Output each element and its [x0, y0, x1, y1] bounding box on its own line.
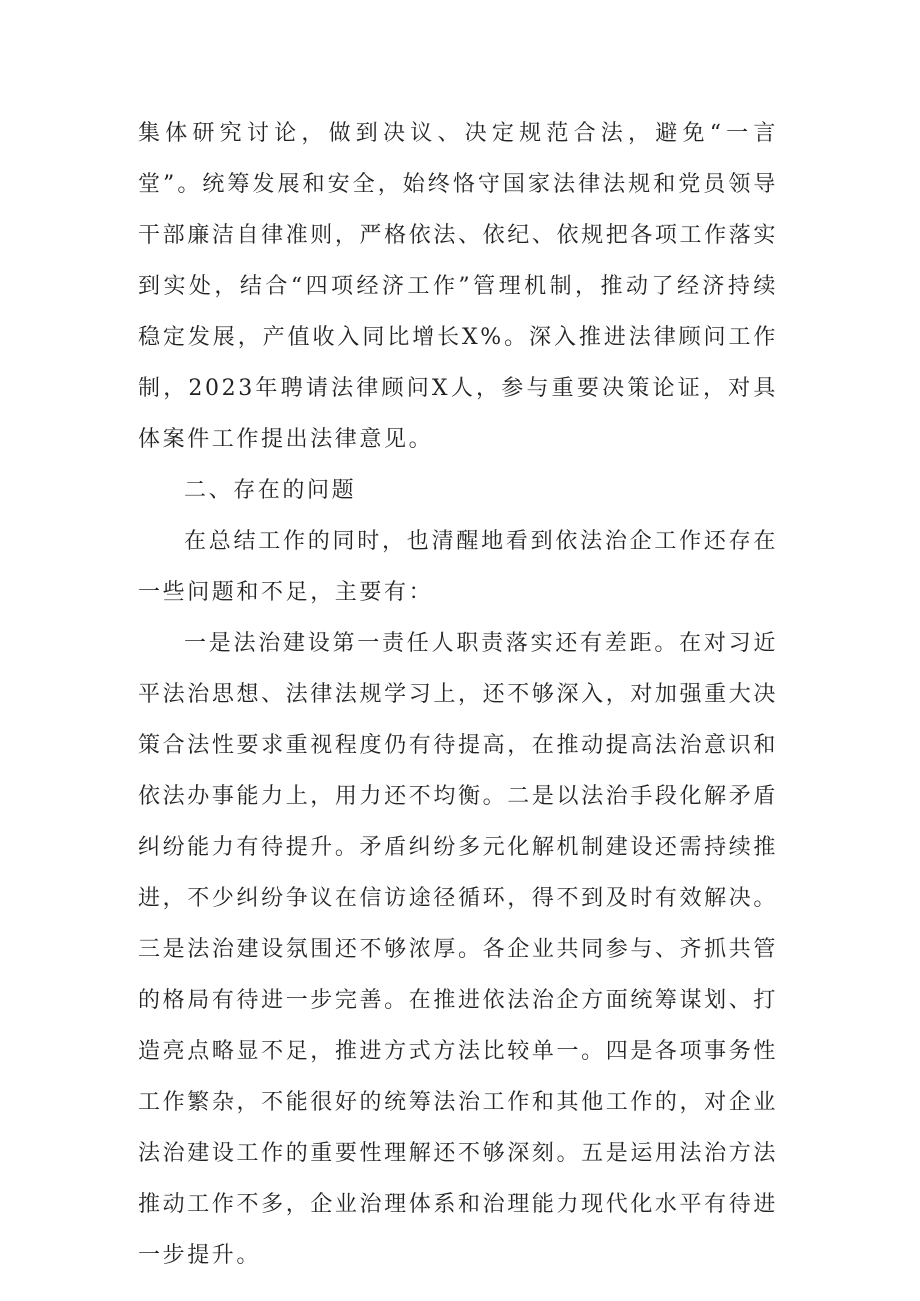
document-body — [138, 108, 778, 1281]
paragraph-legal-practice: 集体研究讨论，做到决议、决定规范合法，避免“一言堂”。统筹发展和安全，始终恪守国家法律法规和党员领导干部廉洁自律准则，严格依法、依纪、依规把各项工作落实到实处，结合“四项经济工作”管理机制，推动了经济持续稳定发展，产值收入同比增长X%。深入推进法律顾问工作制，2023年聘请法律顾问X人，参与重要决策论证，对具体案件工作提出法律意见。 — [138, 121, 778, 452]
paragraph-problems-intro: 在总结工作的同时，也清醒地看到依法治企工作还存在一些问题和不足，主要有： — [138, 529, 778, 605]
paragraph-problems-list: 一是法治建设第一责任人职责落实还有差距。在对习近平法治思想、法律法规学习上，还不够深入，对加强重大决策合法性要求重视程度仍有待提高，在推动提高法治意识和依法办事能力上，用力还不均衡。二是以法治手段化解矛盾纠纷能力有待提升。矛盾纠纷多元化解机制建设还需持续推进，不少纠纷争议在信访途径循环，得不到及时有效解决。三是法治建设氛围还不够浓厚。各企业共同参与、齐抓共管的格局有待进一步完善。在推进依法治企方面统筹谋划、打造亮点略显不足，推进方式方法比较单一。四是各项事务性工作繁杂，不能很好的统筹法治工作和其他工作的，对企业法治建设工作的重要性理解还不够深刻。五是运用法治方法推动工作不多，企业治理体系和治理能力现代化水平有待进一步提升。 — [138, 631, 778, 1268]
section-heading-problems: 二、存在的问题 — [184, 478, 357, 503]
